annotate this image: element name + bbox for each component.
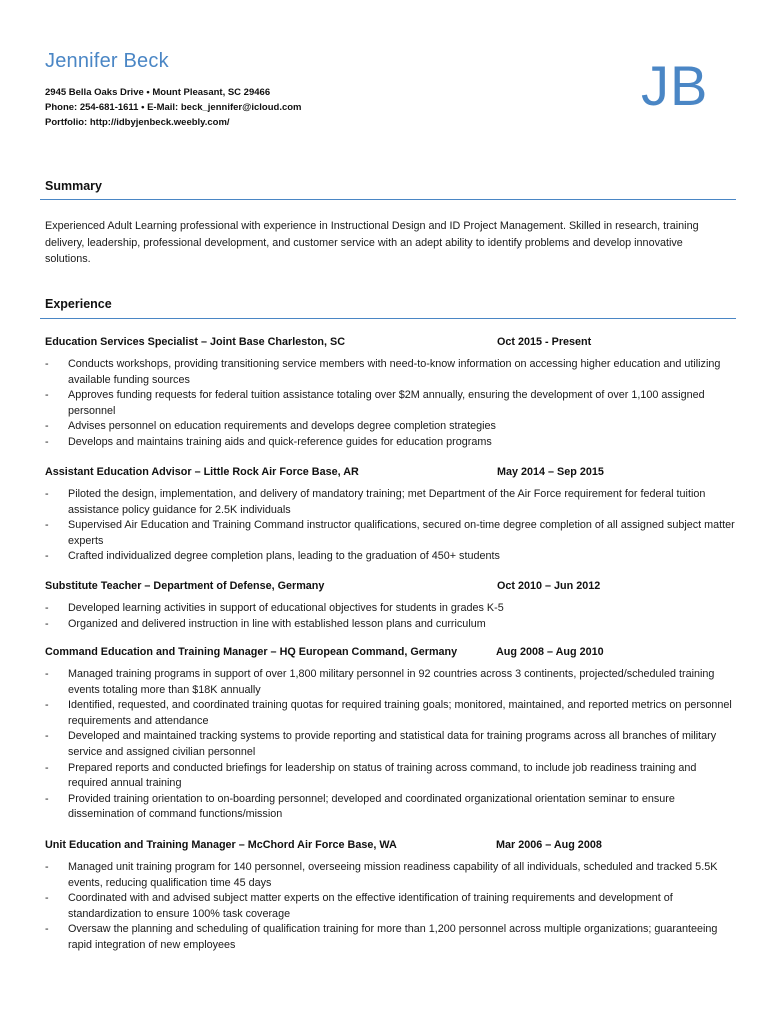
job-entry <box>45 336 735 451</box>
job-entry <box>45 466 735 565</box>
bullet-item: - Managed unit training program for 140 personnel, overseeing mission readiness capability of all individuals, scheduled and tracked 5.5K events, reducing qualification time 45 days <box>45 861 718 889</box>
bullet-item: - Developed learning activities in support of educational objectives for students in grades K-5 <box>45 602 504 614</box>
job-dates: Oct 2015 - Present <box>497 336 592 348</box>
bullet-item: - Developed and maintained tracking systems to provide reporting and statistical data for training programs across all branches of military service and assigned civilian personnel <box>45 730 717 758</box>
job-title: Assistant Education Advisor – Little Rock Air Force Base, AR <box>45 466 359 478</box>
bullet-item: - Piloted the design, implementation, and delivery of mandatory training; met Department of the Air Force requirement for federal tuition assistance policy guidance for 2.5K individuals <box>45 488 706 516</box>
summary-text: Experienced Adult Learning professional with experience in Instructional Design and ID Project Management. Skilled in research, training delivery, leadership, professional development, and customer service with an adept ability to identify problems and develop innovative solutions. <box>45 220 699 265</box>
bullet-item: - Approves funding requests for federal tuition assistance totaling over $2M annually, ensuring the development of over 1,100 assigned personnel <box>45 389 705 417</box>
job-bullets <box>45 667 735 823</box>
job-dates: Mar 2006 – Aug 2008 <box>496 839 602 851</box>
job-entry <box>45 646 735 823</box>
bullet-item: - Conducts workshops, providing transitioning service members with need-to-know information on accessing higher education and utilizing available funding sources <box>45 358 721 386</box>
job-bullets <box>45 357 735 451</box>
job-bullets <box>45 487 735 565</box>
job-title: Substitute Teacher – Department of Defense, Germany <box>45 580 325 592</box>
bullet-item: - Crafted individualized degree completion plans, leading to the graduation of 450+ students <box>45 550 500 563</box>
job-entry <box>45 839 735 954</box>
candidate-name: Jennifer Beck <box>45 50 169 72</box>
job-bullets <box>45 601 735 632</box>
summary-heading: Summary <box>45 179 102 193</box>
summary-divider <box>40 199 736 200</box>
job-title: Education Services Specialist – Joint Base Charleston, SC <box>45 336 346 348</box>
job-dates: Oct 2010 – Jun 2012 <box>497 580 601 592</box>
contact-block <box>45 85 302 130</box>
job-entry <box>45 580 735 632</box>
bullet-item: - Organized and delivered instruction in line with established lesson plans and curriculum <box>45 617 486 630</box>
bullet-item: - Identified, requested, and coordinated training quotas for required training goals; monitored, maintained, and reported metrics on personnel requirements and attendance <box>45 699 732 727</box>
bullet-item: - Supervised Air Education and Training Command instructor qualifications, secured on-time degree completion of all assigned subject matter experts <box>45 519 735 547</box>
experience-divider <box>40 318 736 319</box>
bullet-item: - Provided training orientation to on-boarding personnel; developed and coordinated organizational orientation seminar to ensure dissemination of command functions/mission <box>45 792 675 821</box>
portfolio-line: Portfolio: http://idbyjenbeck.weebly.com/ <box>45 117 230 128</box>
job-bullets <box>45 860 735 954</box>
job-title: Command Education and Training Manager – HQ European Command, Germany <box>45 646 458 658</box>
job-dates: Aug 2008 – Aug 2010 <box>496 646 604 658</box>
bullet-item: - Advises personnel on education requirements and develops degree completion strategies <box>45 420 496 433</box>
bullet-item: - Oversaw the planning and scheduling of qualification training for more than 1,200 personnel across multiple organizations; guaranteeing rapid integration of new employees <box>45 923 718 951</box>
experience-heading: Experience <box>45 297 112 311</box>
bullet-item: - Prepared reports and conducted briefings for leadership on status of training across command, to include job readiness training and required annual training <box>45 761 697 790</box>
address-line: 2945 Bella Oaks Drive • Mount Pleasant, SC 29466 <box>45 87 271 98</box>
bullet-item: - Coordinated with and advised subject matter experts on the effective identification of training requirements and development of standardization to ensure 100% task coverage <box>45 892 673 920</box>
job-title: Unit Education and Training Manager – McChord Air Force Base, WA <box>45 839 397 851</box>
phone-email-line: Phone: 254-681-1611 • E-Mail: beck_jennifer@icloud.com <box>45 102 302 113</box>
bullet-item: - Develops and maintains training aids and quick-reference guides for education programs <box>45 435 492 448</box>
monogram-logo: JB <box>641 54 709 117</box>
job-dates: May 2014 – Sep 2015 <box>497 466 604 478</box>
bullet-item: - Managed training programs in support of over 1,800 military personnel in 92 countries across 3 continents, projected/scheduled training events totaling more than $18K annually <box>45 668 715 696</box>
